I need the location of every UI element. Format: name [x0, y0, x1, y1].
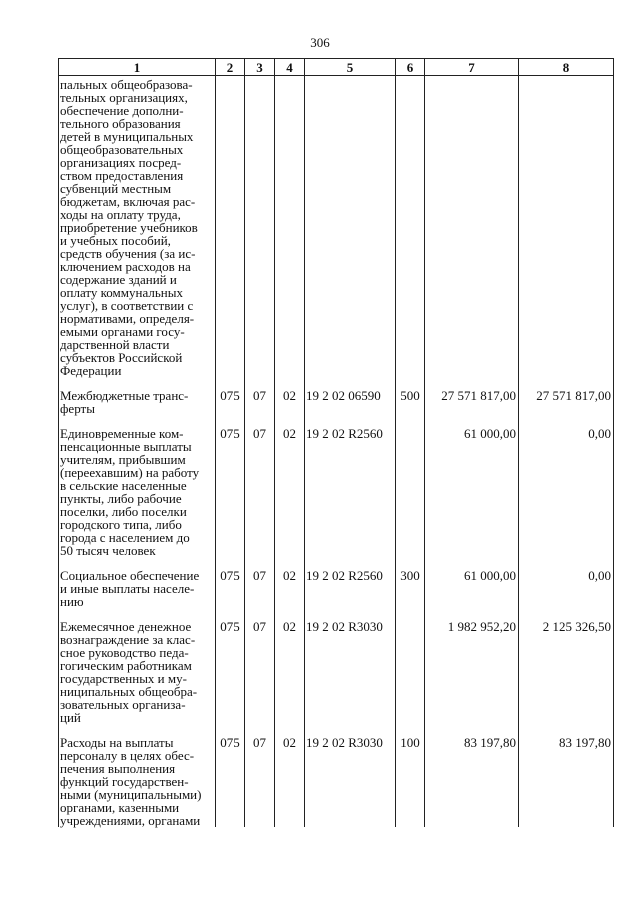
description-line: государственных и му-: [60, 671, 187, 686]
cell-amount-1: 61 000,00: [425, 427, 519, 557]
cell-section: 07: [245, 736, 275, 827]
description-line: ными (муниципальными): [60, 787, 202, 802]
description-line: пункты, либо рабочие: [60, 491, 182, 506]
cell-section: 07: [245, 427, 275, 557]
description-line: Социальное обеспечение: [60, 568, 200, 583]
description-line: органами, казенными: [60, 800, 180, 815]
description-line: ством предоставления: [60, 168, 184, 183]
cell-expense-type: [396, 620, 425, 724]
spacer-cell: [396, 415, 425, 427]
description-line: и иные выплаты населе-: [60, 581, 195, 596]
cell-amount-2: 27 571 817,00: [519, 389, 614, 415]
cell-target-article: [305, 76, 396, 378]
description-line: субвенций местным: [60, 181, 172, 196]
description-line: в сельские населенные: [60, 478, 187, 493]
table-row: [59, 620, 614, 724]
cell-amount-1: 83 197,80: [425, 736, 519, 827]
description-line: ключением расходов на: [60, 259, 191, 274]
cell-grbs: 075: [216, 427, 245, 557]
cell-grbs: 075: [216, 620, 245, 724]
table-row: [59, 736, 614, 827]
cell-grbs: 075: [216, 569, 245, 608]
description-line: пенсационные выплаты: [60, 439, 192, 454]
cell-description: [59, 736, 216, 827]
description-line: тельных организациях,: [60, 90, 188, 105]
description-line: сное руководство педа-: [60, 645, 189, 660]
cell-expense-type: [396, 76, 425, 378]
cell-expense-type: [396, 427, 425, 557]
cell-section: [245, 76, 275, 378]
cell-section: 07: [245, 620, 275, 724]
description-line: бюджетам, включая рас-: [60, 194, 196, 209]
description-line: функций государствен-: [60, 774, 189, 789]
description-line: Ежемесячное денежное: [60, 619, 192, 634]
description-line: учреждениями, органами: [60, 813, 201, 828]
description-line: Федерации: [60, 363, 122, 378]
cell-amount-1: [425, 76, 519, 378]
cell-description: [59, 427, 216, 557]
cell-amount-2: 0,00: [519, 427, 614, 557]
cell-amount-1: 61 000,00: [425, 569, 519, 608]
description-line: нию: [60, 594, 84, 609]
description-line: Единовременные ком-: [60, 426, 184, 441]
cell-subsection: 02: [275, 389, 305, 415]
cell-description: [59, 389, 216, 415]
cell-grbs: 075: [216, 736, 245, 827]
description-line: 50 тысяч человек: [60, 543, 156, 558]
spacer-cell: [396, 608, 425, 620]
description-line: города с населением до: [60, 530, 190, 545]
description-line: ниципальных общеобра-: [60, 684, 198, 699]
cell-target-article: 19 2 02 06590: [305, 389, 396, 415]
header-col-5: 5: [305, 59, 396, 76]
table-body: [59, 76, 614, 828]
cell-amount-2: 2 125 326,50: [519, 620, 614, 724]
header-row: [59, 59, 614, 76]
description-line: детей в муниципальных: [60, 129, 194, 144]
table-row: [59, 427, 614, 557]
header-col-8: 8: [519, 59, 614, 76]
table-row: [59, 389, 614, 415]
cell-description: [59, 620, 216, 724]
cell-amount-2: 83 197,80: [519, 736, 614, 827]
header-col-4: 4: [275, 59, 305, 76]
description-line: учителям, прибывшим: [60, 452, 186, 467]
cell-subsection: 02: [275, 736, 305, 827]
cell-amount-2: [519, 76, 614, 378]
description-line: персоналу в целях обес-: [60, 748, 195, 763]
page-number: 306: [310, 35, 330, 50]
description-line: тельного образования: [60, 116, 181, 131]
description-line: ходы на оплату труда,: [60, 207, 181, 222]
description-line: ций: [60, 710, 81, 725]
description-line: ферты: [60, 401, 95, 416]
description-line: пальных общеобразова-: [60, 77, 193, 92]
description-line: Расходы на выплаты: [60, 735, 174, 750]
description-line: (переехавшим) на работу: [60, 465, 200, 480]
cell-description: [59, 569, 216, 608]
description-line: оплату коммунальных: [60, 285, 183, 300]
description-line: и учебных пособий,: [60, 233, 171, 248]
cell-expense-type: 300: [396, 569, 425, 608]
table-row: [59, 76, 614, 378]
description-line: средств обучения (за ис-: [60, 246, 196, 261]
cell-target-article: 19 2 02 R3030: [305, 620, 396, 724]
header-col-3: 3: [245, 59, 275, 76]
cell-target-article: 19 2 02 R2560: [305, 569, 396, 608]
description-line: нормативами, определя-: [60, 311, 195, 326]
description-line: услуг), в соответствии с: [60, 298, 194, 313]
header-col-1: 1: [59, 59, 216, 76]
description-line: городского типа, либо: [60, 517, 182, 532]
cell-grbs: [216, 76, 245, 378]
cell-expense-type: 100: [396, 736, 425, 827]
description-line: поселки, либо поселки: [60, 504, 187, 519]
description-line: дарственной власти: [60, 337, 170, 352]
cell-amount-1: 27 571 817,00: [425, 389, 519, 415]
cell-amount-1: 1 982 952,20: [425, 620, 519, 724]
description-line: приобретение учебников: [60, 220, 198, 235]
cell-section: 07: [245, 569, 275, 608]
description-line: общеобразовательных: [60, 142, 184, 157]
description-line: обеспечение дополни-: [60, 103, 184, 118]
cell-section: 07: [245, 389, 275, 415]
cell-subsection: 02: [275, 620, 305, 724]
description-line: вознаграждение за клас-: [60, 632, 196, 647]
cell-amount-2: 0,00: [519, 569, 614, 608]
cell-target-article: 19 2 02 R2560: [305, 427, 396, 557]
description-line: зовательных организа-: [60, 697, 186, 712]
cell-subsection: [275, 76, 305, 378]
description-line: субъектов Российской: [60, 350, 183, 365]
description-line: Межбюджетные транс-: [60, 388, 189, 403]
description-line: содержание зданий и: [60, 272, 177, 287]
budget-table: [58, 58, 614, 827]
header-col-7: 7: [425, 59, 519, 76]
header-col-2: 2: [216, 59, 245, 76]
cell-subsection: 02: [275, 569, 305, 608]
cell-description: [59, 76, 216, 378]
cell-subsection: 02: [275, 427, 305, 557]
header-col-6: 6: [396, 59, 425, 76]
cell-grbs: 075: [216, 389, 245, 415]
description-line: печения выполнения: [60, 761, 176, 776]
table-row: [59, 569, 614, 608]
description-line: организациях посред-: [60, 155, 182, 170]
description-line: гогическим работникам: [60, 658, 192, 673]
description-line: емыми органами госу-: [60, 324, 185, 339]
cell-expense-type: 500: [396, 389, 425, 415]
cell-target-article: 19 2 02 R3030: [305, 736, 396, 827]
